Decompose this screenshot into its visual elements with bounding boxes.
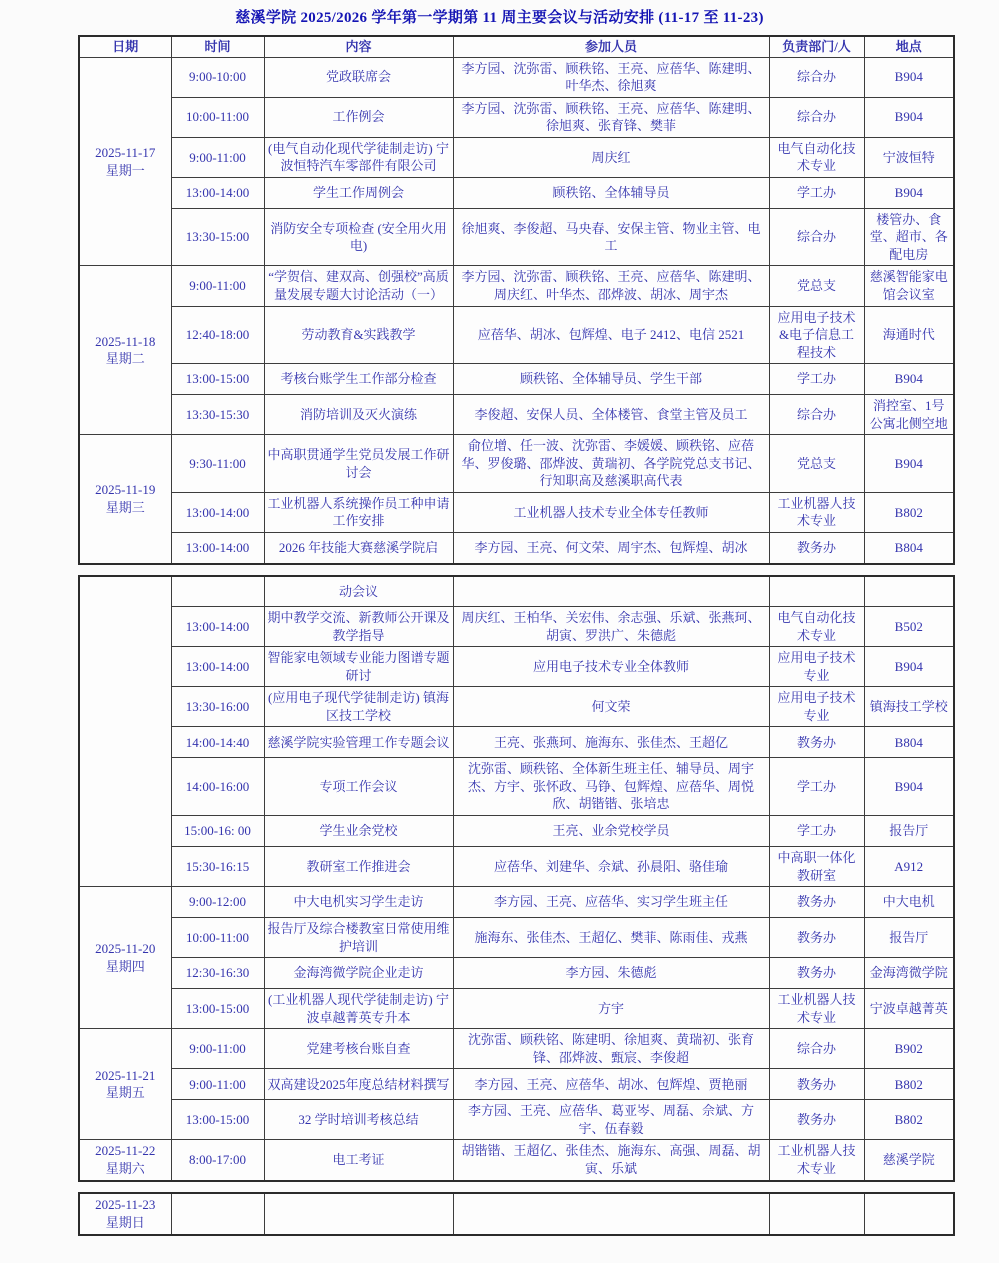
location-cell: 报告厅 — [864, 918, 954, 958]
schedule-row — [79, 395, 954, 435]
schedule-row — [79, 177, 954, 208]
time-cell: 12:40-18:00 — [171, 306, 264, 364]
time-cell: 12:30-16:30 — [171, 958, 264, 989]
department-cell: 教务办 — [769, 1100, 864, 1140]
content-cell: “学贺信、建双高、创强校”高质量发展专题大讨论活动（一） — [264, 266, 453, 306]
schedule-row — [79, 958, 954, 989]
content-cell: 中高职贯通学生党员发展工作研讨会 — [264, 435, 453, 493]
date-cell — [79, 576, 171, 887]
content-cell: 2026 年技能大赛慈溪学院启 — [264, 533, 453, 564]
schedule-row — [79, 727, 954, 758]
location-cell — [864, 1193, 954, 1235]
content-cell: 消防培训及灭火演练 — [264, 395, 453, 435]
participants-cell: 胡锴锴、王超亿、张佳杰、施海东、高强、周磊、胡寅、乐斌 — [453, 1140, 769, 1181]
location-cell: B802 — [864, 492, 954, 532]
participants-cell: 工业机器人技术专业全体专任教师 — [453, 492, 769, 532]
schedule-table-week-first-half — [78, 35, 955, 565]
location-cell: B804 — [864, 727, 954, 758]
department-cell: 教务办 — [769, 918, 864, 958]
document-title: 慈溪学院 2025/2026 学年第一学期第 11 周主要会议与活动安排 (11-17 至 11-23) — [235, 10, 764, 26]
date-cell: 2025-11-19 星期三 — [79, 435, 171, 564]
department-cell: 应用电子技术&电子信息工程技术 — [769, 306, 864, 364]
time-cell: 9:00-11:00 — [171, 266, 264, 306]
schedule-row — [79, 435, 954, 493]
time-cell: 13:00-15:00 — [171, 364, 264, 395]
schedule-row — [79, 137, 954, 177]
column-header-date: 日期 — [79, 36, 171, 57]
content-cell: 中大电机实习学生走访 — [264, 887, 453, 918]
participants-cell: 沈弥雷、顾秩铭、陈建明、徐旭爽、黄瑞初、张育锋、邵烨波、甄宸、李俊超 — [453, 1029, 769, 1069]
content-cell: (应用电子现代学徒制走访) 镇海区技工学校 — [264, 687, 453, 727]
content-cell: 双高建设2025年度总结材料撰写 — [264, 1069, 453, 1100]
content-cell: 党建考核台账自查 — [264, 1029, 453, 1069]
department-cell: 党总支 — [769, 266, 864, 306]
participants-cell: 何文荣 — [453, 687, 769, 727]
schedule-row — [79, 266, 954, 306]
participants-cell: 周庆红 — [453, 137, 769, 177]
schedule-row — [79, 1193, 954, 1235]
department-cell: 应用电子技术专业 — [769, 687, 864, 727]
department-cell: 教务办 — [769, 533, 864, 564]
content-cell: 慈溪学院实验管理工作专题会议 — [264, 727, 453, 758]
participants-cell: 李方园、王亮、何文荣、周宇杰、包辉煌、胡冰 — [453, 533, 769, 564]
time-cell: 10:00-11:00 — [171, 918, 264, 958]
department-cell: 学工办 — [769, 364, 864, 395]
department-cell: 教务办 — [769, 727, 864, 758]
time-cell: 9:00-11:00 — [171, 1029, 264, 1069]
time-cell: 15:00-16: 00 — [171, 815, 264, 846]
schedule-row — [79, 533, 954, 564]
location-cell: 宁波恒特 — [864, 137, 954, 177]
department-cell: 教务办 — [769, 1069, 864, 1100]
time-cell: 14:00-14:40 — [171, 727, 264, 758]
department-cell: 党总支 — [769, 435, 864, 493]
content-cell: 工业机器人系统操作员工种申请工作安排 — [264, 492, 453, 532]
participants-cell: 李方园、沈弥雷、顾秩铭、王亮、应蓓华、陈建明、周庆红、叶华杰、邵烨波、胡冰、周宇杰 — [453, 266, 769, 306]
schedule-row — [79, 846, 954, 886]
department-cell: 工业机器人技术专业 — [769, 1140, 864, 1181]
time-cell: 8:00-17:00 — [171, 1140, 264, 1181]
participants-cell: 沈弥雷、顾秩铭、全体新生班主任、辅导员、周宇杰、方宇、张怀政、马铮、包辉煌、应蓓华、周悦欣、胡锴锴、张培忠 — [453, 758, 769, 816]
department-cell: 中高职一体化教研室 — [769, 846, 864, 886]
header-row — [79, 36, 954, 57]
schedule-row — [79, 687, 954, 727]
time-cell: 13:30-15:00 — [171, 208, 264, 266]
participants-cell: 应蓓华、胡冰、包辉煌、电子 2412、电信 2521 — [453, 306, 769, 364]
content-cell: 工作例会 — [264, 97, 453, 137]
schedule-row — [79, 364, 954, 395]
time-cell: 13:30-15:30 — [171, 395, 264, 435]
department-cell: 工业机器人技术专业 — [769, 492, 864, 532]
schedule-row — [79, 576, 954, 607]
content-cell: 32 学时培训考核总结 — [264, 1100, 453, 1140]
participants-cell — [453, 576, 769, 607]
location-cell: B904 — [864, 647, 954, 687]
department-cell: 教务办 — [769, 958, 864, 989]
participants-cell: 方宇 — [453, 989, 769, 1029]
content-cell: 学生工作周例会 — [264, 177, 453, 208]
department-cell: 电气自动化技术专业 — [769, 607, 864, 647]
time-cell: 15:30-16:15 — [171, 846, 264, 886]
schedule-row — [79, 1069, 954, 1100]
schedule-row — [79, 887, 954, 918]
time-cell — [171, 1193, 264, 1235]
location-cell: B804 — [864, 533, 954, 564]
time-cell: 10:00-11:00 — [171, 97, 264, 137]
time-cell: 13:00-14:00 — [171, 177, 264, 208]
time-cell: 14:00-16:00 — [171, 758, 264, 816]
location-cell: 慈溪学院 — [864, 1140, 954, 1181]
content-cell: 智能家电领域专业能力图谱专题研讨 — [264, 647, 453, 687]
content-cell: 劳动教育&实践教学 — [264, 306, 453, 364]
participants-cell: 周庆红、王柏华、关宏伟、余志强、乐斌、张燕珂、胡寅、罗洪广、朱德彪 — [453, 607, 769, 647]
column-header-time: 时间 — [171, 36, 264, 57]
participants-cell: 应蓓华、刘建华、佘斌、孙晨阳、骆佳瑜 — [453, 846, 769, 886]
schedule-table-week-second-half — [78, 575, 955, 1182]
column-header-department: 负责部门/人 — [769, 36, 864, 57]
content-cell: 学生业余党校 — [264, 815, 453, 846]
content-cell: 金海湾微学院企业走访 — [264, 958, 453, 989]
schedule-row — [79, 1140, 954, 1181]
schedule-row — [79, 918, 954, 958]
participants-cell: 李方园、沈弥雷、顾秩铭、王亮、应蓓华、陈建明、叶华杰、徐旭爽 — [453, 57, 769, 97]
department-cell — [769, 1193, 864, 1235]
department-cell: 综合办 — [769, 208, 864, 266]
department-cell: 教务办 — [769, 887, 864, 918]
participants-cell: 李方园、王亮、应蓓华、胡冰、包辉煌、贾艳丽 — [453, 1069, 769, 1100]
participants-cell: 俞位增、任一波、沈弥雷、李媛媛、顾秩铭、应蓓华、罗俊璐、邵烨波、黄瑞初、各学院党总支书记、行知职高及慈溪职高代表 — [453, 435, 769, 493]
time-cell: 13:00-14:00 — [171, 533, 264, 564]
content-cell: 动会议 — [264, 576, 453, 607]
location-cell: 宁波卓越菁英 — [864, 989, 954, 1029]
time-cell: 9:30-11:00 — [171, 435, 264, 493]
date-cell: 2025-11-21 星期五 — [79, 1029, 171, 1140]
time-cell: 9:00-10:00 — [171, 57, 264, 97]
table-gap — [0, 1182, 999, 1192]
location-cell: 慈溪智能家电馆会议室 — [864, 266, 954, 306]
table-gap — [0, 565, 999, 575]
content-cell: 消防安全专项检查 (安全用火用电) — [264, 208, 453, 266]
location-cell: 消控室、1号公寓北侧空地 — [864, 395, 954, 435]
department-cell: 应用电子技术专业 — [769, 647, 864, 687]
content-cell: 电工考证 — [264, 1140, 453, 1181]
content-cell — [264, 1193, 453, 1235]
column-header-location: 地点 — [864, 36, 954, 57]
participants-cell: 顾秩铭、全体辅导员 — [453, 177, 769, 208]
date-cell: 2025-11-20 星期四 — [79, 887, 171, 1029]
location-cell — [864, 576, 954, 607]
time-cell: 13:00-15:00 — [171, 989, 264, 1029]
schedule-row — [79, 306, 954, 364]
schedule-row — [79, 97, 954, 137]
location-cell: 中大电机 — [864, 887, 954, 918]
content-cell: 考核台账学生工作部分检查 — [264, 364, 453, 395]
location-cell: B502 — [864, 607, 954, 647]
location-cell: 金海湾微学院 — [864, 958, 954, 989]
time-cell: 13:00-14:00 — [171, 607, 264, 647]
date-cell: 2025-11-17 星期一 — [79, 57, 171, 266]
schedule-table-sunday — [78, 1192, 955, 1236]
content-cell: (工业机器人现代学徒制走访) 宁波卓越菁英专升本 — [264, 989, 453, 1029]
schedule-row — [79, 815, 954, 846]
content-cell: 教研室工作推进会 — [264, 846, 453, 886]
department-cell: 综合办 — [769, 395, 864, 435]
department-cell: 学工办 — [769, 177, 864, 208]
time-cell: 13:00-14:00 — [171, 492, 264, 532]
time-cell — [171, 576, 264, 607]
schedule-row — [79, 758, 954, 816]
participants-cell: 徐旭爽、李俊超、马央春、安保主管、物业主管、电工 — [453, 208, 769, 266]
location-cell: B802 — [864, 1100, 954, 1140]
location-cell: B904 — [864, 758, 954, 816]
content-cell: 报告厅及综合楼教室日常使用维护培训 — [264, 918, 453, 958]
location-cell: B802 — [864, 1069, 954, 1100]
date-cell: 2025-11-22 星期六 — [79, 1140, 171, 1181]
schedule-row — [79, 607, 954, 647]
schedule-row — [79, 989, 954, 1029]
location-cell: 报告厅 — [864, 815, 954, 846]
location-cell: B904 — [864, 364, 954, 395]
schedule-row — [79, 57, 954, 97]
department-cell: 学工办 — [769, 758, 864, 816]
department-cell — [769, 576, 864, 607]
content-cell: 期中教学交流、新教师公开课及教学指导 — [264, 607, 453, 647]
time-cell: 9:00-11:00 — [171, 137, 264, 177]
participants-cell: 施海东、张佳杰、王超亿、樊菲、陈雨佳、戎燕 — [453, 918, 769, 958]
participants-cell — [453, 1193, 769, 1235]
participants-cell: 应用电子技术专业全体教师 — [453, 647, 769, 687]
location-cell: B904 — [864, 57, 954, 97]
schedule-row — [79, 647, 954, 687]
participants-cell: 李方园、王亮、应蓓华、实习学生班主任 — [453, 887, 769, 918]
time-cell: 9:00-12:00 — [171, 887, 264, 918]
participants-cell: 李俊超、安保人员、全体楼管、食堂主管及员工 — [453, 395, 769, 435]
location-cell: 海通时代 — [864, 306, 954, 364]
schedule-row — [79, 1100, 954, 1140]
participants-cell: 李方园、朱德彪 — [453, 958, 769, 989]
date-cell: 2025-11-23 星期日 — [79, 1193, 171, 1235]
department-cell: 综合办 — [769, 1029, 864, 1069]
department-cell: 综合办 — [769, 97, 864, 137]
location-cell: B904 — [864, 435, 954, 493]
content-cell: (电气自动化现代学徒制走访) 宁波恒特汽车零部件有限公司 — [264, 137, 453, 177]
participants-cell: 顾秩铭、全体辅导员、学生干部 — [453, 364, 769, 395]
schedule-row — [79, 1029, 954, 1069]
department-cell: 电气自动化技术专业 — [769, 137, 864, 177]
location-cell: 楼管办、食堂、超市、各配电房 — [864, 208, 954, 266]
schedule-row — [79, 492, 954, 532]
location-cell: B904 — [864, 97, 954, 137]
location-cell: B904 — [864, 177, 954, 208]
participants-cell: 李方园、沈弥雷、顾秩铭、王亮、应蓓华、陈建明、徐旭爽、张育锋、樊菲 — [453, 97, 769, 137]
time-cell: 13:30-16:00 — [171, 687, 264, 727]
department-cell: 学工办 — [769, 815, 864, 846]
content-cell: 专项工作会议 — [264, 758, 453, 816]
column-header-content: 内容 — [264, 36, 453, 57]
time-cell: 13:00-15:00 — [171, 1100, 264, 1140]
participants-cell: 王亮、业余党校学员 — [453, 815, 769, 846]
department-cell: 工业机器人技术专业 — [769, 989, 864, 1029]
content-cell: 党政联席会 — [264, 57, 453, 97]
location-cell: 镇海技工学校 — [864, 687, 954, 727]
column-header-participants: 参加人员 — [453, 36, 769, 57]
participants-cell: 李方园、王亮、应蓓华、葛亚岑、周磊、佘斌、方宇、伍春毅 — [453, 1100, 769, 1140]
time-cell: 9:00-11:00 — [171, 1069, 264, 1100]
time-cell: 13:00-14:00 — [171, 647, 264, 687]
date-cell: 2025-11-18 星期二 — [79, 266, 171, 435]
participants-cell: 王亮、张燕珂、施海东、张佳杰、王超亿 — [453, 727, 769, 758]
location-cell: A912 — [864, 846, 954, 886]
location-cell: B902 — [864, 1029, 954, 1069]
department-cell: 综合办 — [769, 57, 864, 97]
schedule-row — [79, 208, 954, 266]
